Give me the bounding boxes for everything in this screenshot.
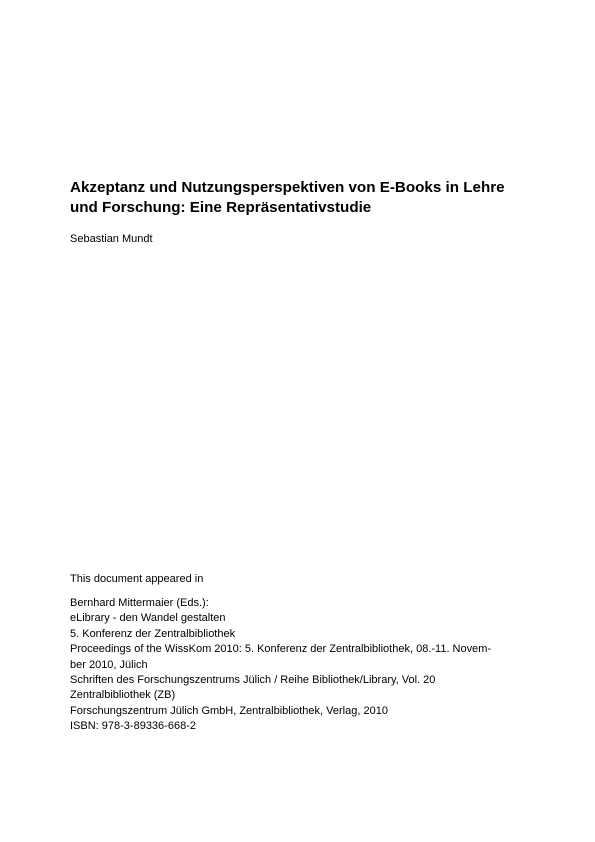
author-name: Sebastian Mundt (70, 233, 153, 245)
citation-conference: 5. Konferenz der Zentralbibliothek (70, 627, 236, 640)
citation-book-title: eLibrary - den Wandel gestalten (70, 612, 226, 625)
citation-series: Schriften des Forschungszentrums Jülich / Reihe Bibliothek/Library, Vol. 20 (70, 674, 436, 687)
document-title (70, 178, 540, 218)
citation-isbn: ISBN: 978-3-89336-668-2 (70, 720, 196, 733)
citation-editor: Bernhard Mittermaier (Eds.): (70, 597, 209, 609)
source-citation (70, 596, 535, 735)
citation-proceedings: Proceedings of the WissKom 2010: 5. Konferenz der Zentralbibliothek, 08.-11. Novem- (70, 643, 492, 656)
citation-proceedings-cont: ber 2010, Jülich (70, 658, 148, 671)
title-line-2: und Forschung: Eine Repräsentativstudie (70, 199, 372, 216)
citation-series-cont: Zentralbibliothek (ZB) (70, 689, 176, 702)
citation-publisher: Forschungszentrum Jülich GmbH, Zentralbibliothek, Verlag, 2010 (70, 704, 388, 717)
title-line-1: Akzeptanz und Nutzungsperspektiven von E-Books in Lehre (70, 179, 505, 196)
appeared-in-label: This document appeared in (70, 573, 204, 585)
